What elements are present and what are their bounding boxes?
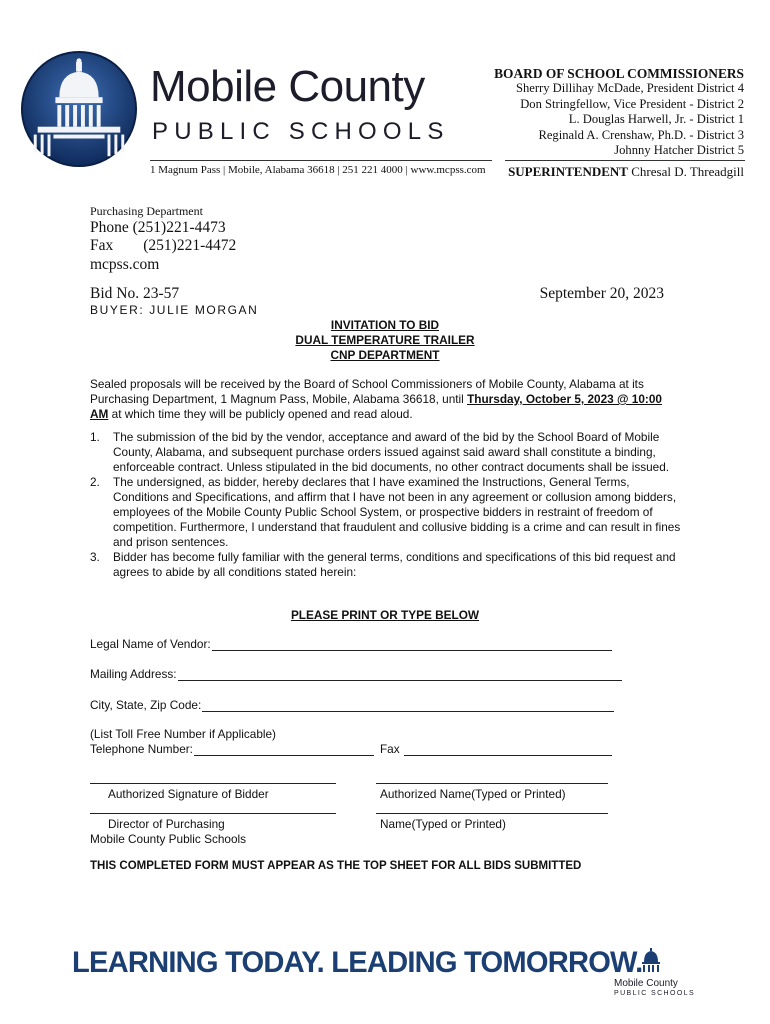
footer-brand-name: Mobile County	[614, 978, 678, 989]
form-heading: PLEASE PRINT OR TYPE BELOW	[290, 608, 480, 622]
director-signature-line[interactable]	[90, 813, 336, 814]
org-address: 1 Magnum Pass | Mobile, Alabama 36618 | 251 221 4000 | www.mcpss.com	[150, 164, 486, 176]
bid-deadline: Thursday, October 5, 2023 @ 10:00 AM	[90, 392, 662, 421]
intro-text: Sealed proposals will be received by the Board of School Commissioners of Mobile County, Alabama at its Purchasing Department, 1 Magnum Pass, Mobile, Alabama 36618, until	[90, 377, 644, 406]
bidder-signature-caption: Authorized Signature of Bidder	[108, 787, 269, 801]
org-caption: Mobile County Public Schools	[90, 832, 247, 846]
invitation-item: DUAL TEMPERATURE TRAILER	[295, 333, 475, 347]
term-item	[90, 550, 682, 580]
telephone-label: Telephone Number:	[90, 742, 193, 756]
term-number: 1.	[90, 430, 100, 444]
website: mcpss.com	[90, 256, 160, 273]
fax-value: (251)221-4472	[143, 237, 237, 254]
intro-tail: at which time they will be publicly opened and read aloud.	[108, 407, 413, 421]
bidder-signature-line[interactable]	[90, 783, 336, 784]
term-number: 3.	[90, 550, 100, 564]
director-name-line[interactable]	[376, 813, 608, 814]
fax-number	[90, 237, 236, 255]
board-of-commissioners	[464, 66, 744, 158]
board-title: BOARD OF SCHOOL COMMISSIONERS	[494, 66, 744, 81]
mailing-address-input[interactable]	[178, 669, 622, 681]
term-item	[90, 475, 682, 550]
legal-name-input[interactable]	[212, 639, 612, 651]
footer-seal-icon	[640, 948, 662, 974]
fax-label: Fax	[90, 237, 114, 254]
intro-paragraph	[90, 377, 680, 422]
invitation-heading	[0, 318, 770, 363]
city-state-zip-input[interactable]	[202, 700, 614, 712]
legal-name-label: Legal Name of Vendor:	[90, 637, 211, 651]
superintendent	[508, 164, 744, 180]
vendor-fax-label: Fax	[379, 742, 400, 756]
term-text: The submission of the bid by the vendor, acceptance and award of the bid by the School Board of Mobile County, Alabama, and subsequent purchase orders issued against said award shall constitute a binding, enforceable contract. Unless stipulated in the bid documents, no other contract documents shall be issued.	[113, 430, 670, 474]
bid-date: September 20, 2023	[539, 285, 664, 302]
toll-free-note: (List Toll Free Number if Applicable)	[90, 727, 276, 741]
board-member: Reginald A. Crenshaw, Ph.D. - District 3	[538, 127, 744, 142]
submission-notice: THIS COMPLETED FORM MUST APPEAR AS THE TOP SHEET FOR ALL BIDS SUBMITTED	[90, 860, 582, 872]
header-divider	[505, 160, 745, 161]
board-member: Sherry Dillihay McDade, President District 4	[515, 81, 744, 96]
footer-tagline: LEARNING TODAY. LEADING TOMORROW.	[72, 946, 643, 979]
superintendent-name: Chresal D. Threadgill	[631, 164, 744, 179]
mailing-address-field	[90, 667, 622, 681]
term-text: Bidder has become fully familiar with the general terms, conditions and specifications of this bid request and agrees to abide by all conditions stated herein:	[113, 550, 676, 579]
term-item	[90, 430, 682, 475]
city-state-zip-label: City, State, Zip Code:	[90, 698, 202, 712]
department-label: Purchasing Department	[90, 204, 203, 218]
bid-number: Bid No. 23-57	[90, 285, 180, 302]
director-name-caption: Name(Typed or Printed)	[380, 817, 506, 831]
board-member: Johnny Hatcher District 5	[614, 143, 744, 158]
bidder-name-caption: Authorized Name(Typed or Printed)	[380, 787, 566, 801]
legal-name-field	[90, 637, 612, 651]
telephone-input[interactable]	[194, 744, 374, 756]
footer-brand-subtitle: PUBLIC SCHOOLS	[614, 990, 696, 997]
board-member: L. Douglas Harwell, Jr. - District 1	[568, 112, 744, 127]
bidder-name-line[interactable]	[376, 783, 608, 784]
director-caption: Director of Purchasing	[108, 817, 225, 831]
header-divider	[150, 160, 492, 161]
telephone-fax-field	[90, 742, 612, 756]
superintendent-label: SUPERINTENDENT	[508, 164, 628, 179]
org-subtitle: PUBLIC SCHOOLS	[152, 118, 450, 145]
terms-list	[90, 430, 682, 580]
city-state-zip-field	[90, 698, 614, 712]
buyer-name: BUYER: JULIE MORGAN	[90, 303, 259, 317]
board-member: Don Stringfellow, Vice President - District 2	[520, 96, 744, 111]
invitation-department: CNP DEPARTMENT	[330, 348, 440, 362]
org-title: Mobile County	[150, 62, 425, 111]
capitol-dome-seal-icon	[20, 50, 138, 168]
mailing-address-label: Mailing Address:	[90, 667, 177, 681]
invitation-title: INVITATION TO BID	[330, 318, 440, 332]
phone-number: Phone (251)221-4473	[90, 219, 226, 236]
vendor-fax-input[interactable]	[404, 744, 612, 756]
term-text: The undersigned, as bidder, hereby declares that I have examined the Instructions, General Terms, Conditions and Specifications, and affirm that I have not been in any agreement or collusion among bidders, employees of the Mobile County Public School System, or prospective bidders in restraint of freedom of competition. Furthermore, I understand that fraudulent and collusive bidding is a crime and can result in fines and prison sentences.	[113, 475, 681, 549]
term-number: 2.	[90, 475, 100, 489]
